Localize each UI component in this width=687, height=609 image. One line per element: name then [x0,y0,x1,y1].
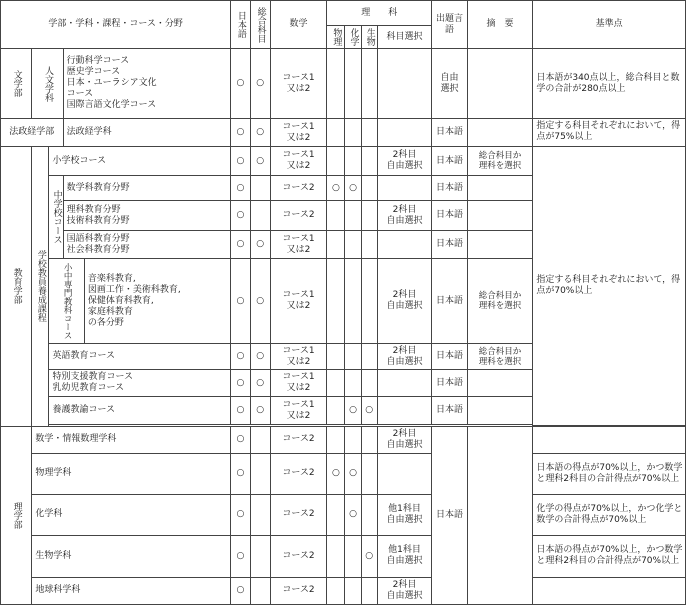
kyoiku-special: 特別支援教育コース 乳幼児教育コース [49,370,231,397]
kyoiku-arts-div: 音楽科教育, 図画工作・美術科教育, 保健体育科教育, 家庭科教育 の各分野 [84,259,231,344]
rigaku-language: 日本語 [432,426,467,604]
kyoiku-sci-div: 理科教育分野 技術科教育分野 [63,201,231,231]
bungaku-choice [377,49,432,119]
langdiv-language: 日本語 [432,231,467,259]
english-choice: 2科目 自由選択 [377,344,432,370]
phys-physics: ○ [327,453,345,494]
shogakko-language: 日本語 [432,147,467,176]
yogo-math: コース1 又は2 [270,397,327,425]
phys-criteria: 日本語の得点が70%以上，かつ数学と理科2科目の合計得点が70%以上 [533,453,686,494]
rigaku-chem: 化学科 [32,494,231,535]
yogo-language: 日本語 [432,397,467,425]
header-physics: 物理 [327,26,345,49]
langdiv-math: コース1 又は2 [270,231,327,259]
kyoiku-lang-div: 国語科教育分野 社会科教育分野 [63,231,231,259]
bungaku-sogo: ○ [250,49,270,119]
header-sogo: 総合科目 [250,1,270,49]
arts-japanese: ○ [231,259,250,344]
mathdiv-japanese: ○ [231,176,250,201]
shogakko-choice: 2科目 自由選択 [377,147,432,176]
mathinfo-math: コース2 [270,426,327,453]
bio-math: コース2 [270,535,327,577]
faculty-kyoiku: 教育学部 [1,147,32,427]
rigaku-math-info: 数学・情報数理学科 [32,426,231,453]
kyoiku-shogakko: 小学校コース [49,147,231,176]
bungaku-math: コース1 又は2 [270,49,327,119]
english-math: コース1 又は2 [270,344,327,370]
bungaku-language: 自由 選択 [432,49,467,119]
arts-math: コース1 又は2 [270,259,327,344]
english-japanese: ○ [231,344,250,370]
chem-chemistry: ○ [345,494,361,535]
yogo-japanese: ○ [231,397,250,425]
header-biology: 生物 [361,26,377,49]
header-summary: 摘 要 [467,1,533,49]
header-exam-language-text: 出題言語 [436,13,464,35]
kyoiku-yogo: 養護教諭コース [49,397,231,425]
hosei-japanese: ○ [231,119,250,147]
chem-math: コース2 [270,494,327,535]
scidiv-math: コース2 [270,201,327,231]
yogo-biology: ○ [361,397,377,425]
shogakko-japanese: ○ [231,147,250,176]
bio-japanese: ○ [231,535,250,577]
kyoiku-chugakko: 中学校コース [49,176,63,259]
faculty-bungaku: 文学部 [1,49,32,119]
hosei-math: コース1 又は2 [270,119,327,147]
mathdiv-math: コース2 [270,176,327,201]
shogakko-summary: 総合科目か 理科を選択 [467,147,533,176]
header-exam-language [432,1,467,49]
shogakko-sogo: ○ [250,147,270,176]
bungaku-physics [327,49,345,119]
rigaku-physics: 物理学科 [32,453,231,494]
special-sogo: ○ [250,370,270,397]
rigaku-earth: 地球科学科 [32,577,231,604]
english-summary: 総合科目か 理科を選択 [467,344,533,370]
earth-choice: 2科目 自由選択 [377,577,432,604]
bungaku-summary [467,49,533,119]
bungaku-japanese: ○ [231,49,250,119]
mathinfo-japanese: ○ [231,426,250,453]
hosei-language: 日本語 [432,119,467,147]
earth-math: コース2 [270,577,327,604]
dept-hosei: 法政経学科 [63,119,231,147]
header-japanese: 日本語 [231,1,250,49]
header-subject-choice: 科目選択 [377,26,432,49]
langdiv-japanese: ○ [231,231,250,259]
header-criteria: 基準点 [533,1,686,49]
arts-choice: 2科目 自由選択 [377,259,432,344]
special-japanese: ○ [231,370,250,397]
kyoiku-program: 学校教員養成課程 [32,147,49,427]
chem-choice: 他1科目 自由選択 [377,494,432,535]
phys-japanese: ○ [231,453,250,494]
chem-criteria: 化学の得点が70%以上，かつ化学と数学の合計得点が70%以上 [533,494,686,535]
special-math: コース1 又は2 [270,370,327,397]
header-faculty-dept: 学部・学科・課程・コース・分野 [1,1,231,49]
yogo-chemistry: ○ [345,397,361,425]
phys-math: コース2 [270,453,327,494]
bio-biology: ○ [361,535,377,577]
scidiv-japanese: ○ [231,201,250,231]
mathdiv-physics: ○ [327,176,345,201]
header-math: 数学 [270,1,327,49]
rigaku-bio: 生物学科 [32,535,231,577]
english-language: 日本語 [432,344,467,370]
langdiv-sogo: ○ [250,231,270,259]
header-science: 理 科 [327,1,432,26]
bungaku-courses: 行動科学コース 歴史学コース 日本・ユーラシア文化 コース 国際言語文化学コース [63,49,231,119]
bungaku-criteria: 日本語が340点以上，総合科目と数学の合計が280点以上 [533,49,686,119]
yogo-sogo: ○ [250,397,270,425]
bio-criteria: 日本語の得点が70%以上，かつ数学と理科2科目の合計得点が70%以上 [533,535,686,577]
scidiv-choice: 2科目 自由選択 [377,201,432,231]
rigaku-summary [467,426,533,604]
mathdiv-chemistry: ○ [345,176,361,201]
faculty-hosei: 法政経学部 [1,119,64,147]
kyoiku-senmon: 小中専門教科コース [49,259,84,344]
header-chemistry: 化学 [345,26,361,49]
chem-japanese: ○ [231,494,250,535]
dept-jinbun: 人文学科 [32,49,63,119]
shogakko-math: コース1 又は2 [270,147,327,176]
kyoiku-english: 英語教育コース [49,344,231,370]
hosei-criteria: 指定する科目それぞれにおいて，得点が75%以上 [533,119,686,147]
kyoiku-math-div: 数学科教育分野 [63,176,231,201]
mathdiv-language: 日本語 [432,176,467,201]
english-sogo: ○ [250,344,270,370]
arts-sogo: ○ [250,259,270,344]
bungaku-biology [361,49,377,119]
scidiv-language: 日本語 [432,201,467,231]
bio-choice: 他1科目 自由選択 [377,535,432,577]
arts-language: 日本語 [432,259,467,344]
special-language: 日本語 [432,370,467,397]
hosei-sogo: ○ [250,119,270,147]
bungaku-chemistry [345,49,361,119]
kyoiku-criteria: 指定する科目それぞれにおいて，得点が70%以上 [533,147,686,426]
phys-chemistry: ○ [345,453,361,494]
mathinfo-choice: 2科目 自由選択 [377,426,432,453]
earth-japanese: ○ [231,577,250,604]
arts-summary: 総合科目か 理科を選択 [467,259,533,344]
faculty-rigaku: 理学部 [1,426,32,604]
